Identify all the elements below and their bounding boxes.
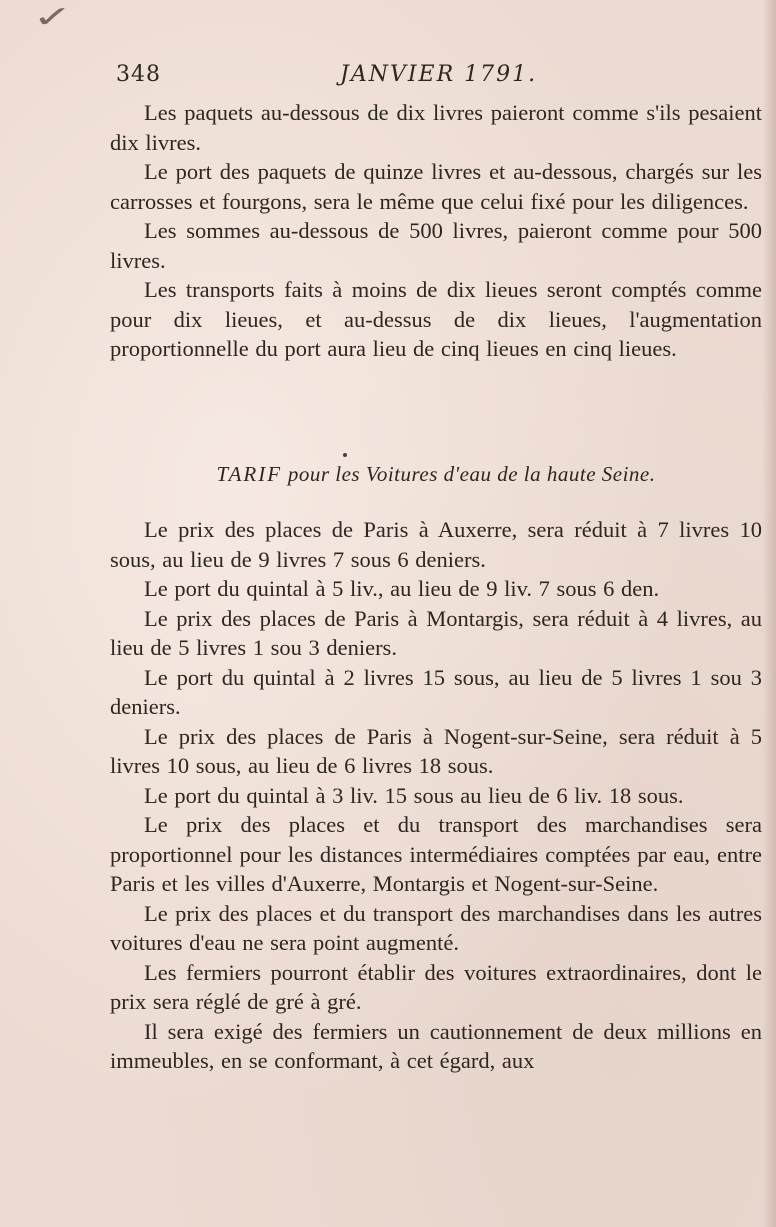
ornament-dot <box>343 453 347 457</box>
section-heading <box>110 462 762 487</box>
paragraph: Il sera exigé des fermiers un cautionnement de deux millions en immeubles, en se conformant, à cet égard, aux <box>110 1018 762 1073</box>
text-block-top <box>110 98 762 364</box>
paragraph: Le prix des places de Paris à Auxerre, sera réduit à 7 livres 10 sous, au lieu de 9 livres 7 sous 6 deniers. <box>110 517 762 572</box>
paragraph: Les transports faits à moins de dix lieues seront comptés comme pour dix lieues, et au-dessus de dix lieues, l'augmentation proportionnelle du port aura lieu de cinq lieues en cinq lieues. <box>110 277 762 361</box>
paragraph: Les sommes au-dessous de 500 livres, paieront comme pour 500 livres. <box>110 218 762 273</box>
paragraph: Le prix des places et du transport des marchandises sera proportionnel pour les distances intermédiaires comptées par eau, entre Paris et les villes d'Auxerre, Montargis et Nogent-sur-Seine. <box>110 812 762 896</box>
paragraph: Le port du quintal à 3 liv. 15 sous au lieu de 6 liv. 18 sous. <box>144 782 684 808</box>
paragraph: Le port du quintal à 5 liv., au lieu de 9 liv. 7 sous 6 den. <box>144 576 660 601</box>
paragraph: Le prix des places et du transport des marchandises dans les autres voitures d'eau ne sera point augmenté. <box>110 900 762 955</box>
paragraph: Le prix des places de Paris à Montargis, sera réduit à 4 livres, au lieu de 5 livres 1 sou 3 deniers. <box>110 605 762 660</box>
paragraph: Le port des paquets de quinze livres et au-dessous, chargés sur les carrosses et fourgons, sera le même que celui fixé pour les diligences. <box>110 159 762 214</box>
paragraph: Le port du quintal à 2 livres 15 sous, au lieu de 5 livres 1 sou 3 deniers. <box>110 664 762 719</box>
paragraph: Les fermiers pourront établir des voitures extraordinaires, dont le prix sera réglé de gré à gré. <box>110 959 762 1014</box>
text-block-bottom <box>110 515 762 1076</box>
pencil-mark-icon: ✓ <box>32 0 73 35</box>
running-header <box>112 58 652 90</box>
page-edge-shadow <box>762 0 776 1227</box>
paragraph: Le prix des places de Paris à Nogent-sur-Seine, sera réduit à 5 livres 10 sous, au lieu de 6 livres 18 sous. <box>110 723 762 778</box>
section-heading-lead: TARIF <box>216 462 283 486</box>
paragraph: Les paquets au-dessous de dix livres paieront comme s'ils pesaient dix livres. <box>110 100 762 155</box>
section-heading-rest: pour les Voitures d'eau de la haute Seine. <box>287 462 656 486</box>
page-number: 348 <box>116 62 161 87</box>
header-title: JANVIER 1791. <box>340 62 538 87</box>
